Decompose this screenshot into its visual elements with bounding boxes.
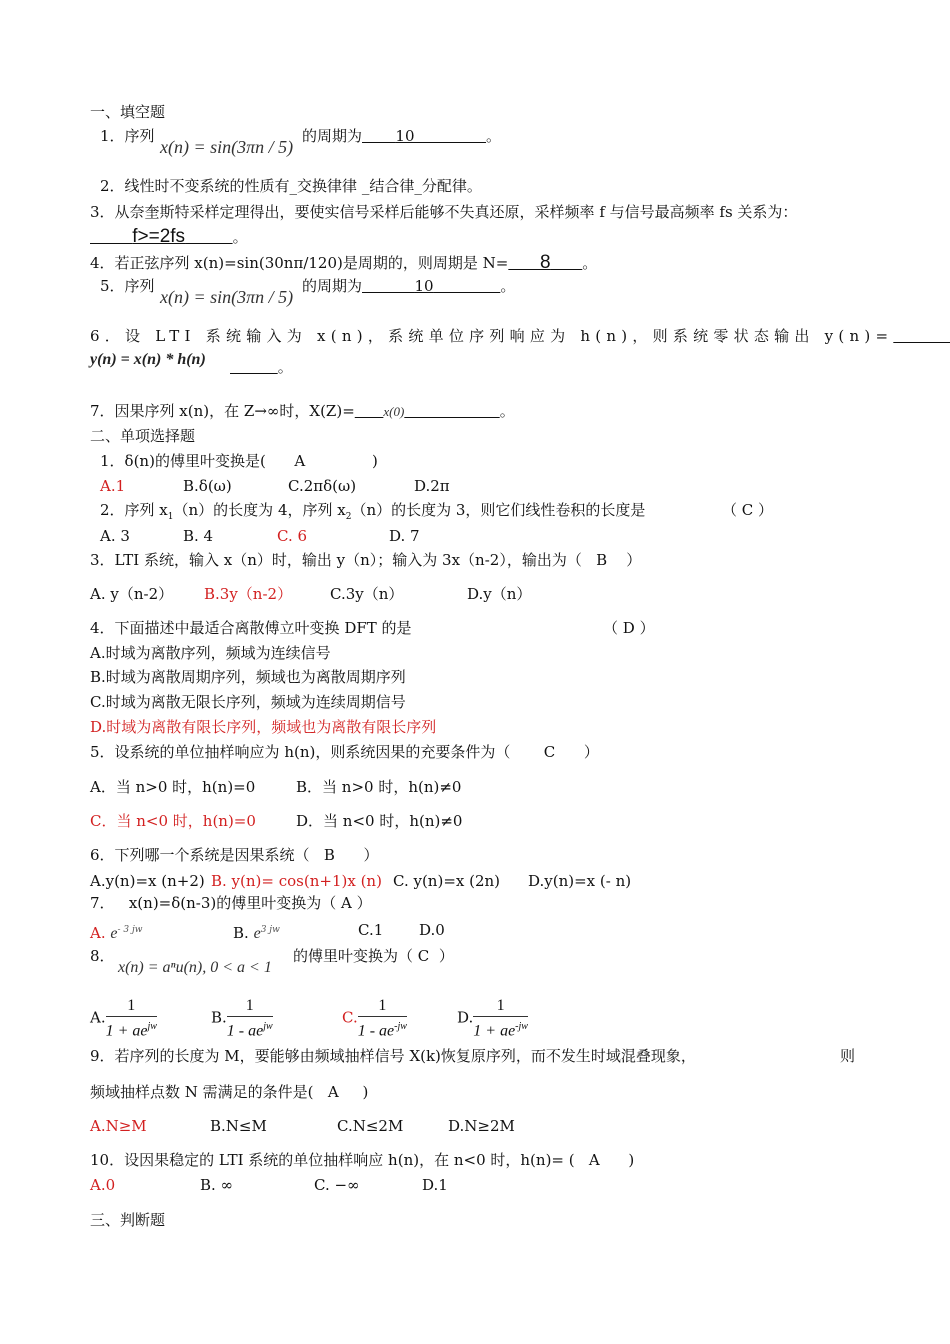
choice-q5-answer: C: [543, 743, 556, 761]
fill-q7-answer: x(0): [383, 404, 405, 419]
fill-q2: 2．线性时不变系统的性质有_交换律律 _结合律_分配律。: [100, 177, 482, 195]
choice-q9-answer: A: [327, 1083, 339, 1101]
choice-q4-option-d: D.时域为离散有限长序列，频域也为离散有限长序列: [90, 718, 437, 736]
choice-q7-option-b-exp: 3 jw: [260, 925, 280, 935]
choice-q2-option-c: C. 6: [277, 527, 308, 545]
fill-q2-answer-3: 分配律: [421, 177, 467, 195]
fill-q4-answer-value: 8: [540, 252, 551, 273]
fill-q2-stem: 2．线性时不变系统的性质有: [100, 177, 290, 195]
choice-q8-option-c-num: 1: [358, 996, 407, 1017]
choice-q1-text: 1．δ(n)的傅里叶变换是(: [100, 452, 266, 470]
choice-q7-option-a-label: A.: [90, 924, 106, 942]
choice-q8-option-a-den: 1 + ae: [105, 1022, 148, 1040]
choice-q10-option-c: C. −∞: [314, 1176, 360, 1194]
choice-q8-option-c-den: 1 - ae: [357, 1022, 395, 1040]
choice-q2-text-a: 2．序列 x: [100, 501, 168, 519]
fill-q3-answer-value: f>=2fs: [132, 226, 186, 247]
choice-q3-text: 3．LTI 系统，输入 x（n）时，输出 y（n）；输入为 3x（n-2），输出为（: [90, 551, 582, 569]
choice-q8-option-a: [90, 996, 157, 1041]
fill-q4-answer: [508, 252, 582, 273]
choice-q1-answer: A: [294, 452, 306, 470]
choice-q8-answer: C: [417, 947, 430, 965]
fill-q3-stem: 3．从奈奎斯特采样定理得出，要使实信号采样后能够不失真还原，采样频率 f 与信号最高频率 fs 关系为：: [90, 203, 798, 221]
choice-q2-answer: （ C ）: [722, 501, 774, 519]
fill-q5-tail: 的周期为 10 。: [302, 277, 516, 295]
fill-q6-answer: y(n) = x(n) * h(n): [90, 351, 206, 368]
choice-q8-option-c-exp: -jw: [394, 1021, 407, 1032]
choice-q4-answer: （ D ）: [603, 619, 655, 637]
section-title-fill: 一、填空题: [90, 103, 166, 121]
fill-q5-label: 5．序列: [100, 277, 155, 295]
choice-q6-stem: [90, 845, 379, 865]
fill-q3-answer-line: f>=2fs 。: [90, 227, 248, 247]
choice-q4-option-c: C.时域为离散无限长序列，频域为连续周期信号: [90, 693, 406, 711]
choice-q1-close: ): [372, 452, 378, 470]
choice-q8-option-d-fraction: [473, 996, 528, 1041]
choice-q8-formula: x(n) = aⁿu(n), 0 < a < 1: [118, 959, 272, 976]
fill-q5-answer: [362, 277, 500, 295]
choice-q1-option-b: B.δ(ω): [183, 477, 232, 495]
choice-q3-option-a: A. y（n-2）: [90, 585, 174, 603]
choice-q8-option-d-exp: -jw: [515, 1021, 528, 1032]
choice-q7-option-d: D.0: [419, 921, 445, 939]
fill-q1-label: 1．序列: [100, 127, 155, 145]
choice-q8-option-b: [211, 996, 273, 1041]
fill-q1-suffix: 的周期为: [302, 127, 363, 145]
choice-q8-option-d-num: 1: [473, 996, 528, 1017]
choice-q7-option-a-base: e: [110, 925, 118, 942]
choice-q6-option-d: D.y(n)=x (- n): [528, 872, 632, 890]
choice-q8-text: 的傅里叶变换为（: [293, 947, 414, 965]
choice-q5-option-d: D．当 n<0 时，h(n)≠0: [296, 812, 463, 830]
choice-q3-answer: B: [596, 551, 608, 569]
choice-q9-option-a: A.N≥M: [90, 1117, 147, 1135]
choice-q2-option-b: B. 4: [183, 527, 214, 545]
choice-q3-option-d: D.y（n）: [467, 585, 532, 603]
choice-q1-option-c: C.2πδ(ω): [288, 477, 357, 495]
choice-q6-close: ）: [363, 846, 379, 864]
choice-q8-option-a-label: A.: [90, 1008, 106, 1027]
choice-q8-stem: [293, 946, 454, 966]
choice-q6-answer: B: [323, 846, 335, 864]
choice-q7-close: ）: [356, 894, 372, 912]
choice-q5-option-c: C．当 n<0 时，h(n)=0: [90, 812, 256, 830]
fill-q1-tail: 的周期为 10 。: [302, 127, 502, 145]
choice-q9-option-d: D.N≥2M: [448, 1117, 515, 1135]
fill-q5-answer-value: 10: [414, 277, 434, 295]
choice-q10-option-d: D.1: [422, 1176, 448, 1194]
fill-q1-answer-value: 10: [395, 127, 415, 145]
choice-q8-number: 8．: [90, 947, 115, 965]
choice-q7-option-a-exp: - 3 jw: [117, 925, 143, 935]
fill-q7: 7．因果序列 x(n)，在 Z→∞时，X(Z)= x(0) 。: [90, 402, 515, 420]
choice-q7-stem: [90, 893, 372, 913]
choice-q10-text: 10．设因果稳定的 LTI 系统的单位抽样响应 h(n)，在 n<0 时，h(n)= (: [90, 1151, 575, 1169]
choice-q10-stem: [90, 1150, 634, 1170]
choice-q8-option-d-label: D.: [457, 1008, 474, 1027]
fill-q2-answer-1: 交换律律: [297, 177, 358, 195]
choice-q8-option-b-exp: jw: [263, 1021, 273, 1032]
choice-q5-text: 5．设系统的单位抽样响应为 h(n)，则系统因果的充要条件为（: [90, 743, 511, 761]
choice-q6-option-b: B. y(n)= cos(n+1)x (n): [211, 872, 382, 890]
choice-q9-text: 频域抽样点数 N 需满足的条件是(: [90, 1083, 314, 1101]
choice-q6-option-a: A.y(n)=x (n+2): [90, 872, 205, 890]
choice-q8-option-a-exp: jw: [147, 1021, 157, 1032]
choice-q8-option-d: [457, 996, 528, 1041]
choice-q7-option-b-label: B.: [233, 924, 249, 942]
choice-q9-stem-line1-end: 则: [840, 1047, 856, 1065]
fill-q1-formula: x(n) = sin(3πn / 5): [160, 137, 294, 157]
fill-q2-answer-2: 结合律: [369, 177, 415, 195]
fill-q4-stem: 4．若正弦序列 x(n)=sin(30nπ/120)是周期的，则周期是 N=: [90, 254, 509, 272]
choice-q2-stem: [100, 500, 645, 527]
choice-q9-option-c: C.N≤2M: [337, 1117, 404, 1135]
choice-q8-option-b-den: 1 - ae: [226, 1022, 264, 1040]
choice-q8-option-b-num: 1: [227, 996, 273, 1017]
choice-q4-stem: 4．下面描述中最适合离散傅立叶变换 DFT 的是: [90, 619, 412, 637]
choice-q4-option-a: A.时域为离散序列，频域为连续信号: [90, 644, 331, 662]
choice-q8-option-c: [342, 996, 407, 1041]
fill-q1: [100, 126, 155, 146]
choice-q8-option-c-fraction: [358, 996, 407, 1041]
choice-q6-option-c: C. y(n)=x (2n): [393, 872, 501, 890]
fill-q6: [90, 326, 894, 346]
choice-q7-option-b-base: e: [253, 925, 261, 942]
fill-q5: [100, 276, 155, 296]
choice-q3-close: ）: [626, 551, 642, 569]
choice-q2-sub1: 1: [167, 512, 174, 522]
choice-q7-option-a: [90, 920, 142, 944]
fill-q3-answer: [90, 226, 233, 247]
fill-q6-stem: 6．设 LTI 系统输入为 x(n)，系统单位序列响应为 h(n)，则系统零状态输出 y(n)=: [90, 327, 894, 345]
choice-q9-stem-line2: [90, 1082, 368, 1102]
section-title-judge: 三、判断题: [90, 1211, 166, 1229]
choice-q1-option-a: A.1: [100, 477, 126, 495]
choice-q7-option-c: C.1: [358, 921, 384, 939]
choice-q5-option-b: B．当 n>0 时，h(n)≠0: [296, 778, 462, 796]
choice-q3-option-c: C.3y（n）: [330, 585, 404, 603]
choice-q4-option-b: B.时域为离散周期序列，频域也为离散周期序列: [90, 668, 406, 686]
section-title-choice: 二、单项选择题: [90, 427, 196, 445]
choice-q8-option-b-label: B.: [211, 1008, 227, 1027]
fill-q4: 4．若正弦序列 x(n)=sin(30nπ/120)是周期的，则周期是 N= 8 。: [90, 252, 598, 273]
choice-q10-close: ): [628, 1151, 635, 1169]
fill-q5-suffix: 的周期为: [302, 277, 363, 295]
choice-q6-text: 6．下列哪一个系统是因果系统（: [90, 846, 310, 864]
choice-q9-close: ): [362, 1083, 369, 1101]
choice-q3-stem: [90, 550, 641, 570]
choice-q7-text: 7． x(n)=δ(n-3)的傅里叶变换为（: [90, 894, 337, 912]
choice-q8-option-c-label: C.: [342, 1008, 358, 1027]
choice-q7-option-b: [233, 920, 280, 944]
choice-q10-option-b: B. ∞: [200, 1176, 234, 1194]
choice-q3-option-b: B.3y（n-2）: [204, 585, 293, 603]
choice-q9-stem-line1: 9．若序列的长度为 M，要能够由频域抽样信号 X(k)恢复原序列，而不发生时域混叠现象，: [90, 1047, 696, 1065]
choice-q2-text-b: （n）的长度为 4，序列 x: [173, 501, 346, 519]
choice-q2-option-d: D. 7: [389, 527, 420, 545]
choice-q7-answer: A: [341, 894, 352, 912]
choice-q8-option-d-den: 1 + ae: [473, 1022, 516, 1040]
choice-q2-sub2: 2: [345, 512, 352, 522]
choice-q10-option-a: A.0: [90, 1176, 116, 1194]
fill-q6-blank-end: 。: [277, 358, 293, 376]
fill-q7-stem: 7．因果序列 x(n)，在 Z→∞时，X(Z)=: [90, 402, 355, 420]
fill-q1-answer: [362, 127, 486, 145]
choice-q2-text-c: （n）的长度为 3，则它们线性卷积的长度是: [351, 501, 646, 519]
choice-q8-option-a-fraction: [106, 996, 157, 1041]
choice-q5-stem: [90, 742, 599, 762]
choice-q8-option-a-num: 1: [106, 996, 157, 1017]
choice-q2-option-a: A. 3: [100, 527, 130, 545]
choice-q8-option-b-fraction: [227, 996, 273, 1041]
choice-q5-close: ）: [583, 743, 599, 761]
choice-q8-close: ）: [438, 947, 454, 965]
fill-q5-formula: x(n) = sin(3πn / 5): [160, 287, 294, 307]
choice-q9-option-b: B.N≤M: [210, 1117, 267, 1135]
choice-q5-option-a: A．当 n>0 时，h(n)=0: [90, 778, 256, 796]
choice-q1-option-d: D.2π: [414, 477, 450, 495]
choice-q1-stem: [100, 451, 378, 471]
choice-q10-answer: A: [588, 1151, 600, 1169]
